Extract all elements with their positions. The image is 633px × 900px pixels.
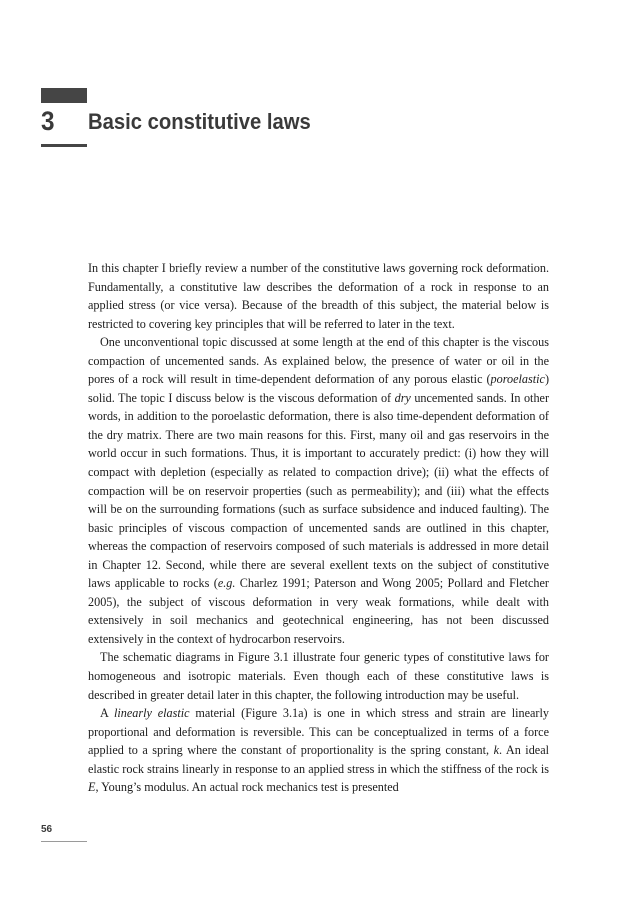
paragraph bbox=[88, 648, 549, 704]
italic-term: dry bbox=[394, 390, 411, 405]
italic-term: k bbox=[493, 743, 500, 758]
text-run: In this chapter I briefly review a number of the constitutive laws governing rock deformation. Fundamentally, a constitutive law describes the deformation of a rock in response to an applied stress (or vice versa). Because of the breadth of this subject, the material below is restricted to covering key principles that will be referred to later in the text. bbox=[88, 261, 549, 331]
text-run: ) solid. The topic I discuss below is the viscous deformation of bbox=[88, 372, 549, 405]
text-run: A bbox=[100, 706, 114, 721]
paragraph bbox=[88, 259, 549, 333]
chapter-bar-decoration bbox=[41, 88, 87, 103]
italic-term: poroelastic bbox=[490, 372, 545, 387]
paragraph bbox=[88, 333, 549, 648]
footer-rule bbox=[41, 841, 87, 842]
text-run: One unconventional topic discussed at some length at the end of this chapter is the viscous compaction of uncemented sands. As explained below, the presence of water or oil in the pores of a rock will result in time-dependent deformation of any porous elastic ( bbox=[88, 335, 549, 387]
chapter-rule bbox=[41, 144, 87, 147]
text-run: , Young’s modulus. An actual rock mechanics test is presented bbox=[95, 780, 399, 795]
text-run: . An ideal elastic rock strains linearly in response to an applied stress in which the stiffness of the rock is bbox=[88, 743, 549, 776]
page-number: 56 bbox=[41, 824, 53, 835]
chapter-title: Basic constitutive laws bbox=[88, 109, 311, 134]
italic-term: e.g. bbox=[217, 576, 236, 591]
text-run: material (Figure 3.1a) is one in which stress and strain are linearly proportional and deformation is reversible. This can be conceptualized in terms of a force applied to a spring where the constant of proportionality is the spring constant, bbox=[88, 706, 549, 758]
paragraph bbox=[88, 704, 549, 797]
text-run: uncemented sands. In other words, in addition to the poroelastic deformation, there is also time-dependent deformation of the dry matrix. There are two main reasons for this. First, many oil and gas reservoirs in the world occur in such formations. Thus, it is important to accurately predict: (i) how they will compact with depletion (especially as related to compaction drive); (ii) what the effects of compaction will be on reservoir properties (such as permeability); and (iii) what the effects will be on the surrounding formations (such as surface subsidence and induced faulting). The basic principles of viscous compaction of uncemented sands are outlined in this chapter, whereas the compaction of reservoirs composed of such materials is addressed in more detail in Chapter 12. Second, while there are several exellent texts on the subject of constitutive laws applicable to rocks ( bbox=[88, 390, 550, 591]
text-run: Charlez 1991; Paterson and Wong 2005; Pollard and Fletcher 2005), the subject of viscous deformation in very weak formations, while dealt with extensively in soil mechanics and geotechnical engineering, has not been discussed extensively in the context of hydrocarbon reservoirs. bbox=[88, 576, 549, 646]
text-run: The schematic diagrams in Figure 3.1 illustrate four generic types of constitutive laws for homogeneous and isotropic materials. Even though each of these constitutive laws is described in greater detail later in this chapter, the following introduction may be useful. bbox=[88, 650, 549, 702]
italic-term: linearly elastic bbox=[113, 706, 190, 721]
chapter-number: 3 bbox=[41, 106, 55, 136]
chapter-body bbox=[88, 259, 549, 797]
italic-term: E bbox=[88, 780, 96, 795]
